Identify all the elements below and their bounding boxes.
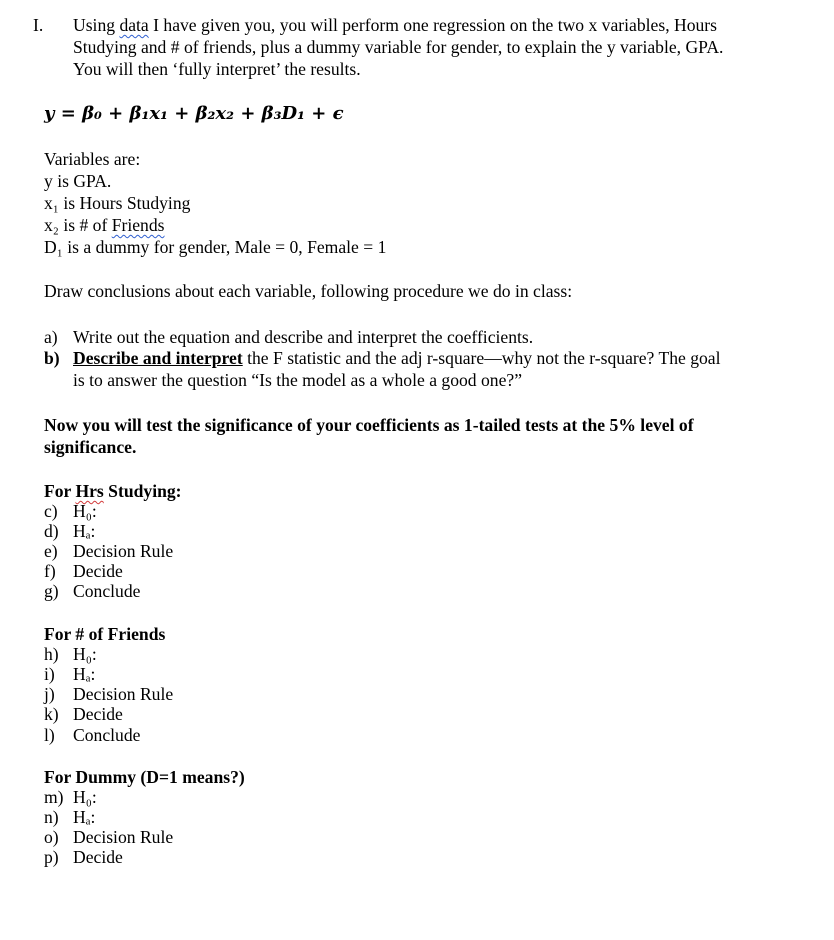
question-b-underlined: Describe and interpret [73, 348, 243, 368]
item-text: Decision Rule [73, 684, 174, 704]
question-b-label: b) [44, 348, 60, 368]
item-label: j) [44, 684, 55, 704]
regression-equation: y = β₀ + β₁x₁ + β₂x₂ + β₃D₁ + ϵ [44, 103, 344, 124]
item-text: Conclude [73, 581, 141, 601]
item-text: Hₐ: [73, 521, 96, 541]
item-text: H₀: [73, 644, 97, 664]
intro-line-3: You will then ‘fully interpret’ the results. [73, 59, 361, 79]
item-label: i) [44, 664, 55, 684]
variable-x2-text: x₂ is # of [44, 215, 112, 235]
item-text: Decision Rule [73, 541, 174, 561]
intro-data-word: data [119, 15, 149, 35]
item-label: c) [44, 501, 58, 521]
test-instructions-line-2: significance. [44, 437, 137, 457]
variables-heading: Variables are: [44, 149, 141, 169]
item-label: g) [44, 581, 59, 601]
item-text: H₀: [73, 501, 97, 521]
item-label: d) [44, 521, 59, 541]
intro-line-2: Studying and # of friends, plus a dummy variable for gender, to explain the y variable, GPA. [73, 37, 724, 57]
item-label: e) [44, 541, 58, 561]
hrs-heading-text: Studying: [103, 481, 182, 501]
item-label: n) [44, 807, 59, 827]
test-instructions-line-1: Now you will test the significance of your coefficients as 1-tailed tests at the 5% level of [44, 415, 694, 435]
item-text: Decide [73, 704, 123, 724]
item-text: H₀: [73, 787, 97, 807]
friends-heading: For # of Friends [44, 624, 166, 644]
question-a-label: a) [44, 327, 58, 347]
item-text: Decide [73, 847, 123, 867]
question-a-text: Write out the equation and describe and interpret the coefficients. [73, 327, 534, 347]
dummy-heading: For Dummy (D=1 means?) [44, 767, 245, 787]
hrs-studying-heading [44, 480, 182, 502]
item-text: Hₐ: [73, 807, 96, 827]
item-text: Hₐ: [73, 664, 96, 684]
item-text: Decide [73, 561, 123, 581]
intro-text: I have given you, you will perform one regression on the two x variables, Hours [148, 15, 717, 35]
item-label: f) [44, 561, 56, 581]
variable-y: y is GPA. [44, 171, 112, 191]
variable-d1: D₁ is a dummy for gender, Male = 0, Female = 1 [44, 237, 387, 257]
hrs-heading-hrs: Hrs [75, 481, 104, 501]
variable-x2 [44, 214, 165, 236]
question-b-text: the F statistic and the adj r-square—why not the r-square? The goal [242, 348, 721, 368]
variable-x2-friends: Friends [111, 215, 165, 235]
hrs-heading-text: For [44, 481, 76, 501]
item-label: k) [44, 704, 59, 724]
variable-x1: x₁ is Hours Studying [44, 193, 191, 213]
intro-line-1 [73, 14, 717, 36]
intro-text: Using [73, 15, 120, 35]
item-label: l) [44, 725, 55, 745]
section-number: I. [33, 15, 44, 35]
item-label: p) [44, 847, 59, 867]
draw-conclusions-text: Draw conclusions about each variable, following procedure we do in class: [44, 281, 573, 301]
item-label: o) [44, 827, 59, 847]
item-label: m) [44, 787, 64, 807]
item-label: h) [44, 644, 59, 664]
question-b-line-2: is to answer the question “Is the model as a whole a good one?” [73, 370, 523, 390]
item-text: Conclude [73, 725, 141, 745]
item-text: Decision Rule [73, 827, 174, 847]
